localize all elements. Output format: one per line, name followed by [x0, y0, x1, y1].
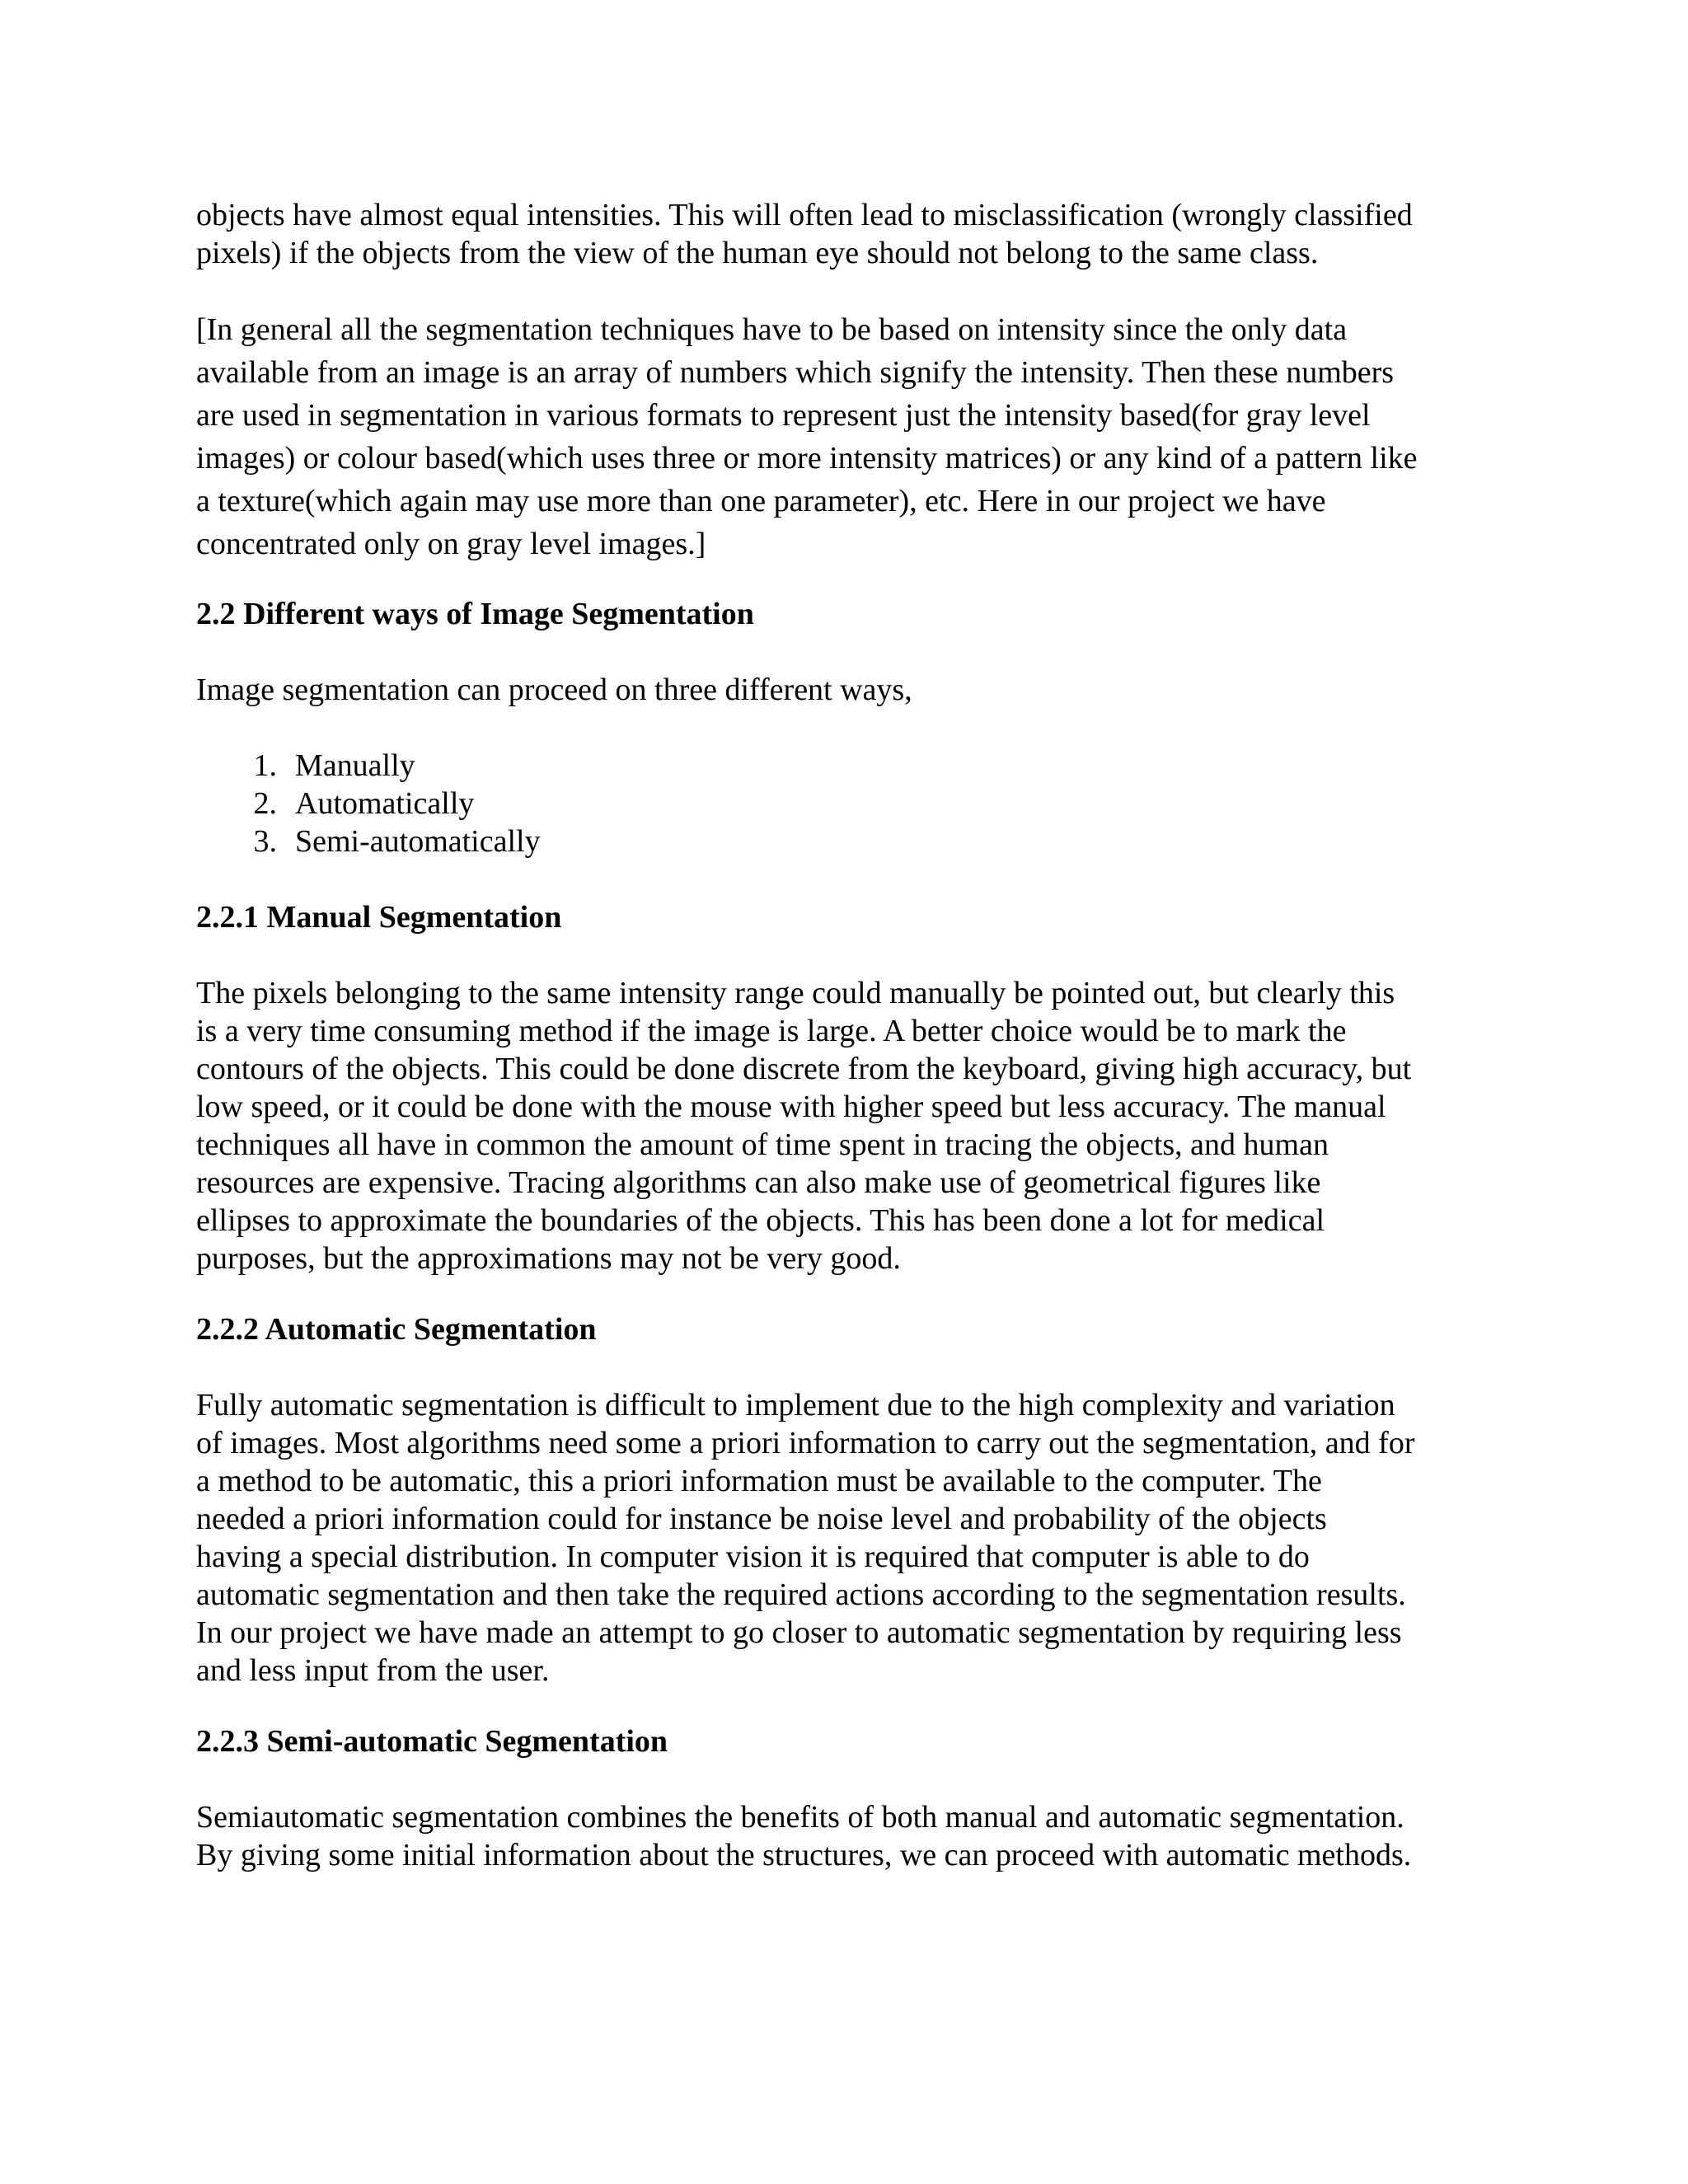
list-number: 3.: [253, 824, 277, 859]
paragraph-line: The pixels belonging to the same intensity range could manually be pointed out, but clearly this: [196, 976, 1395, 1010]
paragraph-line: available from an image is an array of numbers which signify the intensity. Then these numbers: [196, 355, 1395, 390]
paragraph-line: automatic segmentation and then take the required actions according to the segmentation results.: [196, 1577, 1406, 1612]
segmentation-ways-list: [196, 747, 1498, 860]
paragraph-line: techniques all have in common the amount of time spent in tracing the objects, and human: [196, 1127, 1329, 1162]
subsection-heading: 2.2.1 Manual Segmentation: [196, 900, 562, 935]
paragraph-line: and less input from the user.: [196, 1653, 550, 1688]
paragraph-line: of images. Most algorithms need some a priori information to carry out the segmentation, and for: [196, 1426, 1415, 1460]
paragraph-line: needed a priori information could for instance be noise level and probability of the objects: [196, 1502, 1327, 1536]
list-text: Automatically: [295, 786, 475, 821]
paragraph-line: pixels) if the objects from the view of the human eye should not belong to the same class.: [196, 236, 1319, 270]
paragraph-line: In our project we have made an attempt to go closer to automatic segmentation by requiring less: [196, 1615, 1402, 1650]
section-heading: 2.2 Different ways of Image Segmentation: [196, 597, 754, 631]
paragraph-line: is a very time consuming method if the image is large. A better choice would be to mark the: [196, 1014, 1347, 1048]
list-item: [196, 785, 1498, 823]
list-text: Manually: [295, 748, 415, 783]
paragraph-line: contours of the objects. This could be done discrete from the keyboard, giving high accuracy, but: [196, 1052, 1412, 1086]
paragraph-line: By giving some initial information about the structures, we can proceed with automatic methods.: [196, 1838, 1412, 1872]
semi-automatic-segmentation-paragraph: [196, 1798, 1498, 1874]
paragraph-line: low speed, or it could be done with the mouse with higher speed but less accuracy. The manual: [196, 1090, 1386, 1124]
manual-segmentation-paragraph: [196, 974, 1498, 1277]
paragraph-line: Fully automatic segmentation is difficult to implement due to the high complexity and variation: [196, 1388, 1395, 1422]
automatic-segmentation-paragraph: [196, 1386, 1498, 1690]
list-number: 2.: [253, 786, 277, 821]
paragraph-line: [In general all the segmentation techniques have to be based on intensity since the only data: [196, 312, 1348, 347]
paragraph-line: objects have almost equal intensities. This will often lead to misclassification (wrongly classified: [196, 198, 1413, 232]
section-intro: Image segmentation can proceed on three different ways,: [196, 673, 912, 707]
paragraph-line: Semiautomatic segmentation combines the benefits of both manual and automatic segmentation.: [196, 1800, 1404, 1835]
subsection-heading: 2.2.3 Semi-automatic Segmentation: [196, 1724, 668, 1759]
paragraph-line: resources are expensive. Tracing algorithms can also make use of geometrical figures like: [196, 1165, 1321, 1200]
paragraph-line: a texture(which again may use more than one parameter), etc. Here in our project we have: [196, 484, 1326, 518]
list-number: 1.: [253, 748, 277, 783]
continuation-paragraph: [196, 196, 1498, 272]
list-item: [196, 823, 1498, 860]
list-text: Semi-automatically: [295, 824, 541, 859]
list-item: [196, 747, 1498, 785]
subsection-heading: 2.2.2 Automatic Segmentation: [196, 1312, 597, 1347]
paragraph-line: concentrated only on gray level images.]: [196, 527, 706, 561]
paragraph-line: a method to be automatic, this a priori information must be available to the computer. The: [196, 1464, 1322, 1498]
paragraph-line: ellipses to approximate the boundaries of the objects. This has been done a lot for medical: [196, 1203, 1325, 1238]
paragraph-line: are used in segmentation in various formats to represent just the intensity based(for gray level: [196, 398, 1371, 433]
bracket-note-paragraph: [196, 308, 1498, 565]
paragraph-line: purposes, but the approximations may not be very good.: [196, 1241, 901, 1276]
paragraph-line: images) or colour based(which uses three or more intensity matrices) or any kind of a pattern like: [196, 441, 1418, 476]
paragraph-line: having a special distribution. In computer vision it is required that computer is able to do: [196, 1540, 1310, 1574]
